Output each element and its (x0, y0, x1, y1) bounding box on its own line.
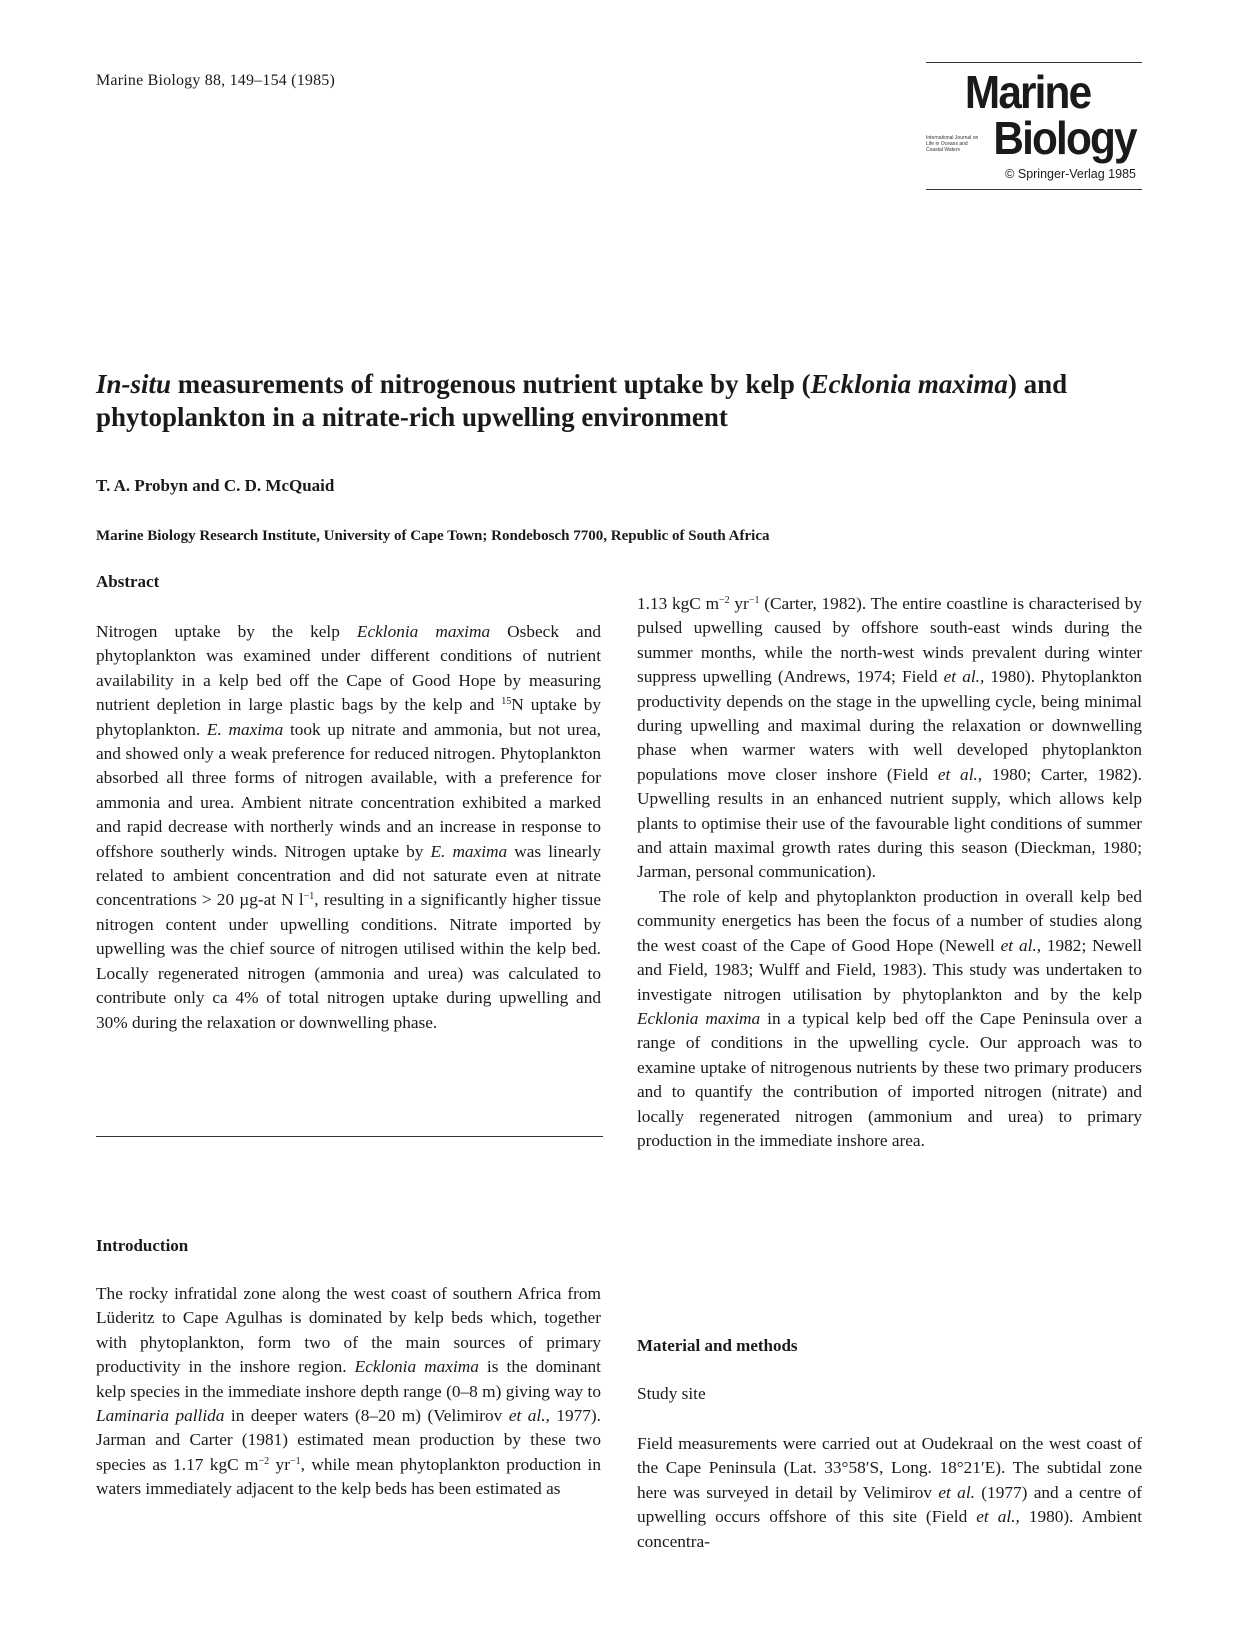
intro-superscript: −2 (258, 1455, 270, 1467)
abstract-superscript: 15 (501, 696, 512, 708)
authors: T. A. Probyn and C. D. McQuaid (96, 476, 335, 495)
methods-italic: et al. (938, 1482, 975, 1502)
intro-paragraph-1-cont (637, 592, 1142, 885)
intro-italic: Laminaria pallida (96, 1406, 225, 1426)
title-italic: In-situ (96, 369, 172, 399)
methods-heading: Material and methods (637, 1336, 798, 1355)
intro-text: 1.13 kgC m (637, 594, 720, 613)
intro-italic: et al., (1000, 935, 1042, 955)
abstract-text: Osbeck and phytoplankton was examined under different conditions of nutrient availability in a kelp bed off the Cape of Good Hope by measuring nutrient depletion in large plastic bags by the kelp and (96, 622, 601, 715)
logo-word-biology: Biology (993, 112, 1136, 164)
introduction-body-left (96, 1282, 601, 1502)
title-species: Ecklonia maxima (810, 369, 1008, 399)
introduction-heading: Introduction (96, 1236, 189, 1255)
intro-text: 1982; Newell and Field, 1983; Wulff and Field, 1983). This study was undertaken to investigate nitrogen utilisation by phytoplankton and by the kelp (637, 935, 1143, 1004)
intro-text: 1980). Phytoplankton productivity depends on the stage in the upwelling cycle, being minimal during upwelling and maximal during the relaxation or downwelling phase when warmer waters with well developed phytoplankton populations move closer inshore (Field (637, 667, 1142, 784)
journal-logo (926, 62, 1142, 190)
journal-citation: Marine Biology 88, 149–154 (1985) (96, 72, 336, 89)
methods-text: Field measurements were carried out at Oudekraal on the west coast of the Cape Peninsula (Lat. 33°58′S, Long. 18°21′E). The subtidal zone here was surveyed in detail by Velimirov (637, 1434, 1142, 1502)
abstract-italic: E. maxima (206, 719, 284, 739)
abstract-text: , resulting in a significantly higher tissue nitrogen content under upwelling conditions. Nitrate imported by upwelling was the chief source of nitrogen utilised within the kelp bed. Locally regenerated nitrogen (ammonia and urea) was calculated to contribute only ca 4% of total nitrogen uptake during upwelling and 30% during the relaxation or downwelling phase. (96, 890, 601, 1032)
intro-text: The role of kelp and phytoplankton production in overall kelp bed community energetics has been the focus of a number of studies along the west coast of the Cape of Good Hope (Newell (637, 886, 1142, 955)
methods-paragraph (637, 1432, 1142, 1554)
abstract-text: was linearly related to ambient concentration and did not saturate even at nitrate concentrations > 20 µg-at N l (96, 841, 601, 910)
study-site-subheading: Study site (637, 1384, 706, 1403)
abstract-italic: E. maxima (430, 841, 508, 861)
abstract-heading: Abstract (96, 572, 160, 591)
logo-tagline: International Journal on Life in Oceans and Coastal Waters (926, 135, 979, 153)
intro-superscript: −2 (719, 595, 730, 606)
intro-paragraph-2 (637, 885, 1142, 1153)
methods-text: (1977) and a centre of upwelling occurs offshore of this site (Field (637, 1482, 1142, 1527)
methods-body (637, 1432, 1142, 1554)
affiliation: Marine Biology Research Institute, University of Cape Town; Rondebosch 7700, Republic of South Africa (96, 528, 770, 544)
methods-text: 1980). Ambient concentra- (637, 1507, 1143, 1551)
intro-text: in a typical kelp bed off the Cape Peninsula over a range of conditions in the upwelling cycle. Our approach was to examine uptake of nitrogenous nutrients by these two primary producers and to quantify the contribution of imported nitrogen (nitrate) and locally regenerated nitrogen (ammonium and urea) to primary production in the immediate inshore area. (637, 1008, 1142, 1150)
abstract-italic: Ecklonia maxima (356, 622, 491, 641)
title-text-1: measurements of nitrogenous nutrient uptake by kelp ( (171, 369, 811, 399)
intro-italic: Ecklonia maxima (637, 1008, 761, 1028)
intro-text: yr (729, 594, 749, 613)
logo-copyright: © Springer-Verlag 1985 (1005, 167, 1136, 181)
intro-text: The rocky infratidal zone along the west coast of southern Africa from Lüderitz to Cape Agulhas is dominated by kelp beds which, together with phytoplankton, form two of the main sources of primary productivity in the inshore region. (96, 1284, 601, 1377)
intro-text: is the dominant kelp species in the immediate inshore depth range (0–8 m) giving way to (96, 1357, 601, 1401)
intro-italic: et al., (508, 1406, 550, 1426)
abstract-body (96, 620, 601, 1035)
intro-text: (Carter, 1982). The entire coastline is characterised by pulsed upwelling caused by offshore south-east winds during the summer months, while the north-west winds prevalent during winter suppress upwelling (Andrews, 1974; Field (637, 594, 1142, 687)
abstract-text: took up nitrate and ammonia, but not urea, and showed only a weak preference for reduced nitrogen. Phytoplankton absorbed all three forms of nitrogen available, with a preference for ammonia and urea. Ambient nitrate concentration exhibited a marked and rapid decrease with northerly winds and an increase in response to offshore southerly winds. Nitrogen uptake by (96, 719, 601, 861)
intro-text: in deeper waters (8–20 m) (Velimirov (224, 1406, 509, 1426)
logo-word-marine: Marine (964, 66, 1090, 118)
title-text-2: ) and phytoplankton in a nitrate-rich upwelling environment (96, 369, 1068, 432)
intro-text: , while mean phytoplankton production in waters immediately adjacent to the kelp beds has been estimated as (96, 1454, 601, 1499)
abstract-divider (96, 1136, 603, 1137)
intro-superscript: −1 (289, 1455, 301, 1467)
methods-italic: et al., (976, 1507, 1020, 1527)
abstract-superscript: −1 (303, 891, 315, 903)
intro-paragraph-1 (96, 1282, 601, 1502)
intro-italic: et al., (943, 667, 985, 687)
abstract-paragraph (96, 620, 601, 1035)
intro-superscript: −1 (748, 595, 760, 606)
intro-text: yr (269, 1454, 290, 1474)
intro-italic: Ecklonia maxima (354, 1357, 479, 1377)
abstract-text: N uptake by phytoplankton. (96, 695, 602, 739)
intro-text: 1980; Carter, 1982). Upwelling results in an enhanced nutrient supply, which allows kelp plants to optimise their use of the favourable light conditions of summer and attain maximal growth rates during this season (Dieckman, 1980; Jarman, personal communication). (637, 764, 1143, 882)
article-title (96, 368, 1156, 434)
intro-text: 1977). Jarman and Carter (1981) estimated mean production by these two species as 1.17 kgC m (96, 1406, 601, 1474)
intro-italic: et al., (937, 764, 983, 784)
abstract-text: Nitrogen uptake by the kelp (96, 622, 357, 641)
introduction-body-right (637, 592, 1142, 1153)
